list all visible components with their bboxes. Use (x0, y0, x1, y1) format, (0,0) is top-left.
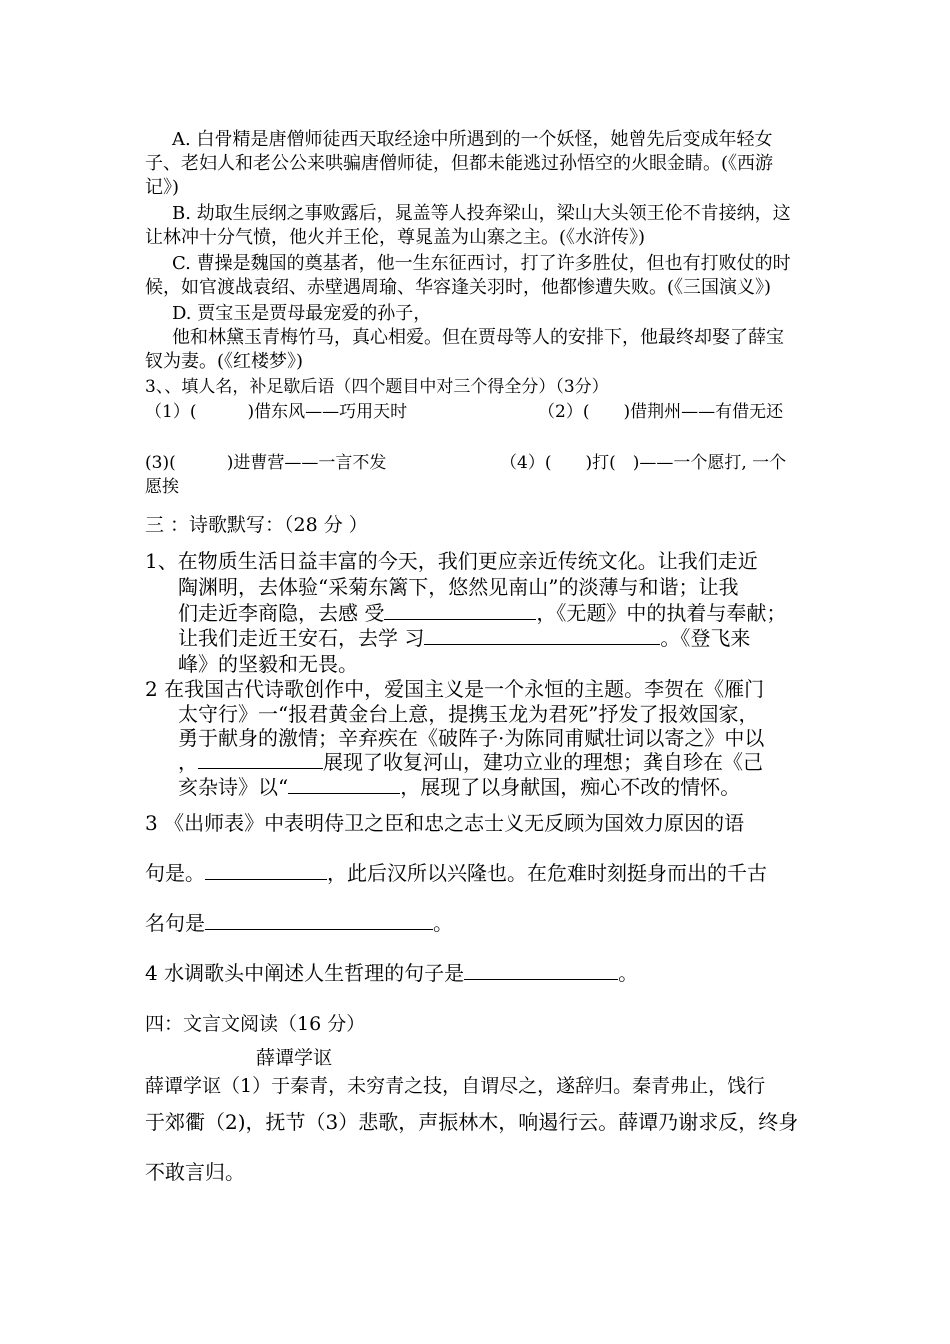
answer-blank[interactable] (198, 748, 323, 769)
s3-p4-tail: 。 (618, 961, 639, 985)
option-b-line-2: 让林冲十分气愤，他火并王伦，尊晁盖为山寨之主。(《水浒传》) (145, 227, 646, 248)
s3-p1-line-1: 1、在物质生活日益丰富的今天，我们更应亲近传统文化。让我们走近 (145, 549, 758, 573)
s3-p2-line-5-tail: ，展现了以身献国，痴心不改的情怀。 (400, 775, 741, 799)
option-c-line-1: C. 曹操是魏国的奠基者，他一生东征西讨，打了许多胜仗，但也有打败仗的时 (172, 253, 791, 274)
option-a-line-1: A. 白骨精是唐僧师徒西天取经途中所遇到的一个妖怪，她曾先后变成年轻女 (172, 129, 773, 150)
s3-p2-line-5-text: 亥杂诗》以“ (178, 775, 289, 799)
section-4-heading: 四：文言文阅读（16 分） (145, 1013, 366, 1035)
s3-p3-line-2-text: 句是。 (145, 861, 205, 885)
passage-line-1: 薛谭学讴（1）于秦青，未穷青之技，自谓尽之，遂辞归。秦青弗止，饯行 (145, 1075, 766, 1097)
s3-p3-line-1: 3 《出师表》中表明侍卫之臣和忠之志士义无反顾为国效力原因的语 (145, 811, 745, 835)
s3-p2-line-2: 太守行》一“报君黄金台上意，提携玉龙为君死”抒发了报效国家， (178, 702, 759, 726)
answer-blank[interactable] (288, 773, 400, 794)
answer-blank[interactable] (205, 909, 433, 930)
s3-p1-line-3-tail: ，《无题》中的执着与奉献； (536, 601, 787, 625)
s3-p1-line-4-text: 让我们走近王安石，去学 习 (178, 626, 425, 650)
s3-p1-line-4-tail: 。《登飞来 (660, 626, 751, 650)
s3-p1-line-3-text: 们走近李商隐，去感 受 (178, 601, 385, 625)
s3-p4-line-1 (145, 958, 638, 988)
s3-p2-line-1: 2 在我国古代诗歌创作中，爱国主义是一个永恒的主题。李贺在《雁门 (145, 677, 765, 701)
section-3-heading: 三 ：诗歌默写：（28 分 ） (145, 514, 368, 536)
passage-line-2: 于郊衢（2)，抚节（3）悲歌，声振林木，响遏行云。薛谭乃谢求反，终身 (145, 1110, 799, 1134)
s3-p1-line-2: 陶渊明，去体验“采菊东篱下，悠然见南山”的淡薄与和谐；让我 (178, 575, 739, 599)
q3-item-2: （2）( )借荆州——有借无还 (538, 402, 784, 422)
option-a-line-3: 记》) (145, 177, 180, 198)
q3-item-1: （1）( )借东风——巧用天时 (145, 402, 408, 422)
q3-title: 3、、填人名，补足歇后语（四个题目中对三个得全分）（3分） (145, 377, 609, 397)
passage-line-3: 不敢言归。 (145, 1160, 245, 1184)
option-a-line-2: 子、老妇人和老公公来哄骗唐僧师徒，但都未能逃过孙悟空的火眼金睛。(《西游 (145, 153, 774, 174)
option-b-line-1: B. 劫取生辰纲之事败露后，晁盖等人投奔梁山，梁山大头领王伦不肯接纳，这 (172, 203, 791, 224)
s3-p3-line-3-tail: 。 (433, 911, 453, 935)
s3-p3-line-2 (145, 858, 767, 888)
answer-blank[interactable] (464, 959, 618, 980)
s3-p2-line-4-lead: ， (178, 750, 198, 774)
s3-p2-line-4-text: 展现了收复河山，建功立业的理想；龚自珍在《己 (323, 750, 763, 774)
s3-p1-line-5: 峰》的坚毅和无畏。 (178, 652, 358, 676)
answer-blank[interactable] (205, 859, 327, 880)
option-d-line-1: D. 贾宝玉是贾母最宠爱的孙子， (172, 303, 432, 324)
s3-p3-line-2-tail: ，此后汉所以兴隆也。在危难时刻挺身而出的千古 (327, 861, 767, 885)
passage-title: 薛谭学讴 (256, 1047, 333, 1069)
s3-p3-line-3 (145, 908, 453, 938)
option-c-line-2: 候，如官渡战袁绍、赤壁遇周瑜、华容逢关羽时，他都惨遭失败。(《三国演义》) (145, 277, 772, 298)
s3-p2-line-3: 勇于献身的激情；辛弃疾在《破阵子·为陈同甫赋壮词以寄之》中以 (178, 726, 765, 750)
option-d-line-3: 钗为妻。(《红楼梦》) (145, 351, 304, 372)
option-d-line-2: 他和林黛玉青梅竹马，真心相爱。但在贾母等人的安排下，他最终却娶了薛宝 (172, 327, 784, 348)
answer-blank[interactable] (384, 599, 536, 620)
q3-item-4-continued: 愿挨 (145, 477, 179, 497)
q3-item-3: (3)( )进曹营——一言不发 (145, 453, 387, 473)
answer-blank[interactable] (424, 624, 660, 645)
s3-p3-line-3-text: 名句是 (145, 911, 205, 935)
q3-item-4: （4）( )打( )——一个愿打, 一个 (500, 453, 787, 473)
s3-p4-text: 4 水调歌头中阐述人生哲理的句子是 (145, 961, 465, 985)
s3-p2-line-5 (178, 772, 740, 802)
